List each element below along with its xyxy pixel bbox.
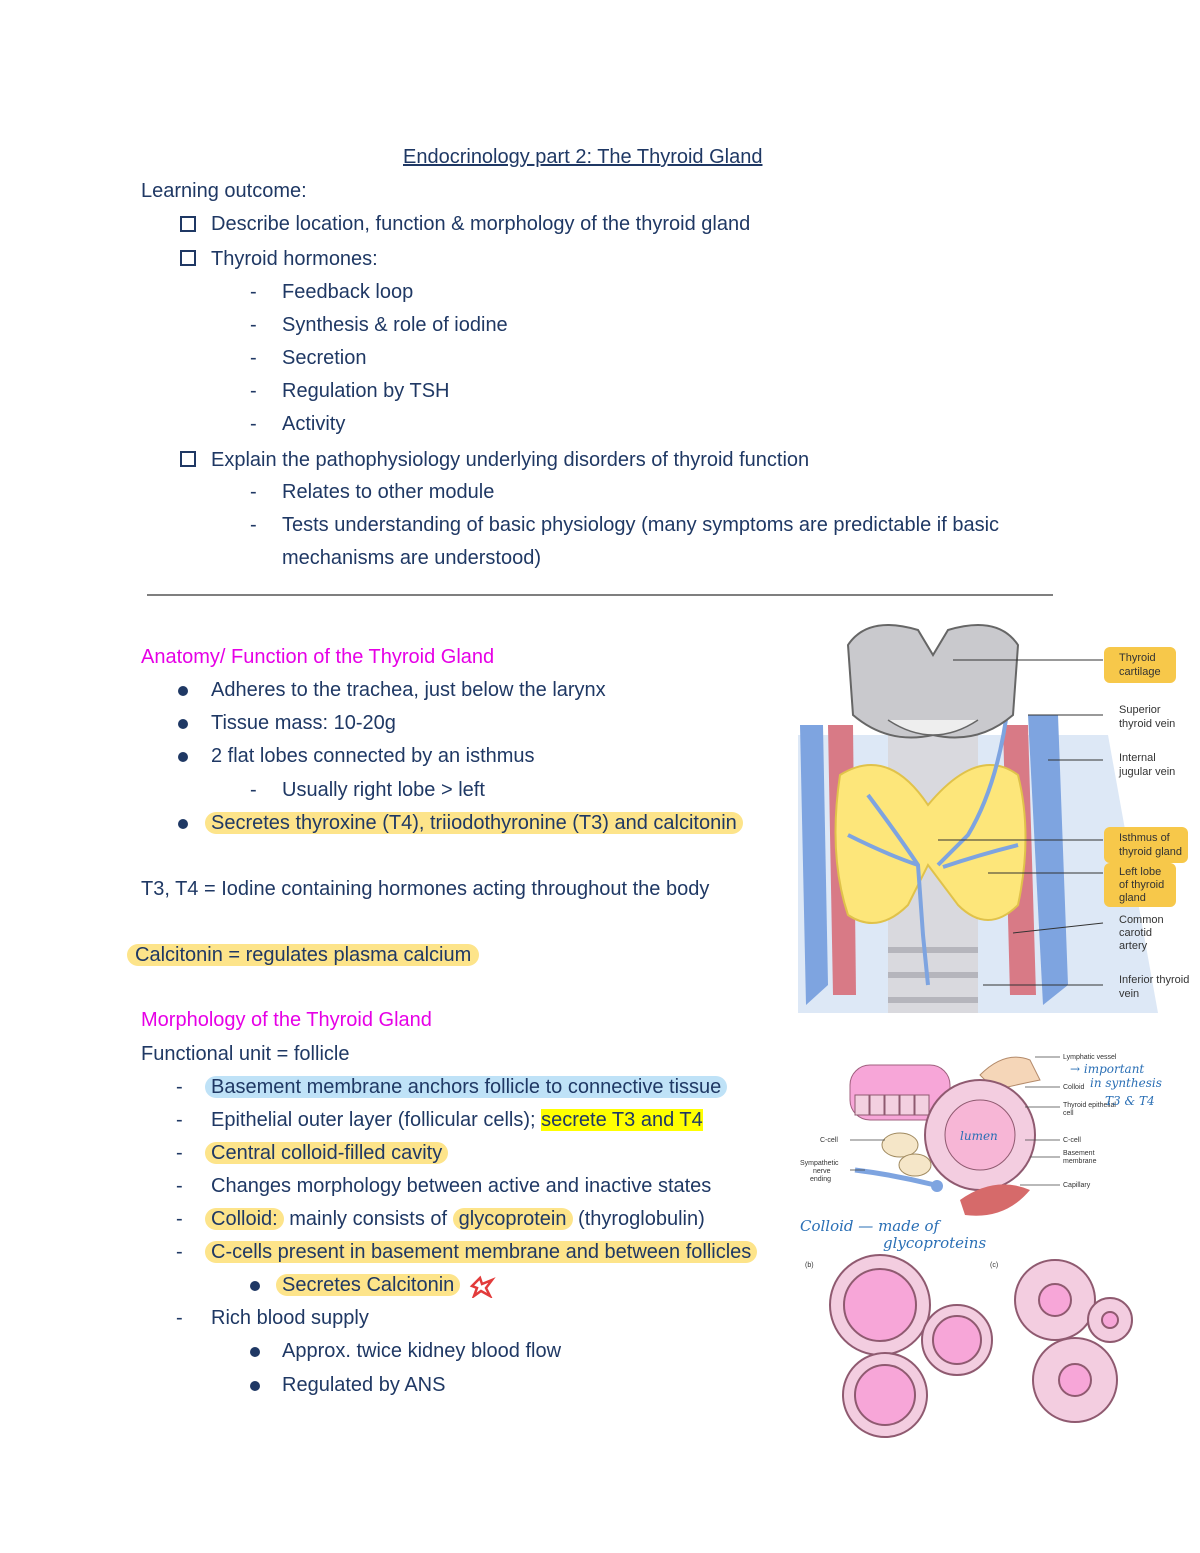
morph-item	[211, 1108, 703, 1132]
hormone-item: Regulation by TSH	[282, 380, 450, 402]
anatomy-bullet: 2 flat lobes connected by an isthmus	[211, 745, 535, 767]
handwritten-note: T3 & T4	[1105, 1094, 1155, 1108]
label-internal-jugular: jugular vein	[1119, 766, 1176, 778]
label-c: (c)	[990, 1262, 999, 1269]
label-sympathetic: Sympathetic	[800, 1160, 839, 1167]
bullet-dot	[178, 819, 188, 829]
label-ccell-right: C-cell	[1063, 1137, 1081, 1144]
label-left-lobe: of thyroid	[1119, 879, 1165, 891]
outcome-item: Explain the pathophysiology underlying disorders of thyroid function	[211, 449, 810, 471]
label-b: (b)	[805, 1262, 814, 1269]
highlight: Central colloid-filled cavity	[205, 1142, 448, 1164]
label-inferior-vein: vein	[1119, 988, 1140, 1000]
label-superior-vein: thyroid vein	[1119, 718, 1176, 730]
outcome-item: Thyroid hormones:	[211, 248, 378, 270]
label-isthmus: Isthmus of	[1119, 832, 1170, 844]
label-isthmus: thyroid gland	[1119, 846, 1182, 858]
dash-bullet: -	[176, 1076, 183, 1098]
anatomy-bullet-highlight	[211, 811, 743, 835]
anatomy-sub: Usually right lobe > left	[282, 779, 485, 801]
dash-bullet: -	[250, 380, 257, 402]
dash-bullet: -	[250, 481, 257, 503]
label-colloid: Colloid	[1063, 1084, 1085, 1091]
dash-bullet: -	[250, 347, 257, 369]
label-epithelial: cell	[1063, 1110, 1074, 1117]
label-thyroid-cartilage: Thyroid	[1119, 652, 1156, 664]
morph-item	[211, 1240, 757, 1264]
morph-item: Changes morphology between active and inactive states	[211, 1175, 712, 1197]
star-icon	[468, 1274, 496, 1298]
patho-item-cont: mechanisms are understood)	[282, 547, 542, 569]
anatomy-heading: Anatomy/ Function of the Thyroid Gland	[141, 646, 495, 668]
morph-item-colloid	[211, 1207, 705, 1231]
label-sympathetic: ending	[810, 1176, 832, 1183]
calcitonin-statement	[135, 943, 479, 967]
checkbox-icon[interactable]	[180, 250, 196, 266]
highlight: C-cells present in basement membrane and between follicles	[205, 1241, 757, 1263]
handwritten-note: → important	[1070, 1062, 1145, 1076]
morph-text: Epithelial outer layer (follicular cells);	[211, 1109, 542, 1131]
label-ccell-left: C-cell	[820, 1137, 838, 1144]
highlight: Secretes thyroxine (T4), triiodothyronine (T3) and calcitonin	[205, 812, 743, 834]
label-left-lobe: Left lobe	[1119, 866, 1162, 878]
dash-bullet: -	[176, 1307, 183, 1329]
anatomy-bullet: Tissue mass: 10-20g	[211, 712, 396, 734]
bullet-dot	[250, 1281, 260, 1291]
highlight: Calcitonin = regulates plasma calcium	[127, 944, 479, 966]
dash-bullet: -	[176, 1109, 183, 1131]
bullet-dot	[178, 686, 188, 696]
dash-bullet: -	[250, 514, 257, 536]
morph-item	[211, 1141, 448, 1165]
functional-unit: Functional unit = follicle	[141, 1043, 350, 1065]
bullet-dot	[178, 719, 188, 729]
handwritten-note: Colloid — made of	[800, 1217, 940, 1235]
label-capillary: Capillary	[1063, 1182, 1091, 1189]
dash-bullet: -	[176, 1175, 183, 1197]
highlight: secrete T3 and T4	[541, 1109, 703, 1131]
dash-bullet: -	[250, 281, 257, 303]
patho-item: Relates to other module	[282, 481, 495, 503]
dash-bullet: -	[250, 413, 257, 435]
label-epithelial: Thyroid epithelial	[1063, 1102, 1116, 1109]
anatomy-bullet: Adheres to the trachea, just below the larynx	[211, 679, 606, 701]
checkbox-icon[interactable]	[180, 216, 196, 232]
patho-item: Tests understanding of basic physiology (many symptoms are predictable if basic	[282, 514, 1000, 536]
ccell-sub	[282, 1273, 460, 1297]
dash-bullet: -	[176, 1241, 183, 1263]
blood-sub: Regulated by ANS	[282, 1374, 446, 1396]
label-basement: membrane	[1063, 1158, 1097, 1165]
bullet-dot	[250, 1381, 260, 1391]
label-inferior-vein: Inferior thyroid	[1119, 974, 1190, 986]
morph-item: Rich blood supply	[211, 1307, 369, 1329]
handwritten-note: glycoproteins	[883, 1234, 987, 1252]
label-lymphatic: Lymphatic vessel	[1063, 1054, 1117, 1061]
dash-bullet: -	[250, 314, 257, 336]
morph-item	[211, 1075, 727, 1099]
morph-text: mainly consists of	[283, 1208, 453, 1230]
follicle-histology-figure	[795, 1045, 1195, 1440]
label-sympathetic: nerve	[813, 1168, 831, 1175]
dash-bullet: -	[250, 779, 257, 801]
handwritten-note: in synthesis	[1090, 1076, 1162, 1090]
label-basement: Basement	[1063, 1150, 1095, 1157]
thyroid-anatomy-figure	[778, 605, 1198, 1013]
hormone-item: Secretion	[282, 347, 367, 369]
morphology-heading: Morphology of the Thyroid Gland	[141, 1009, 432, 1031]
hormone-item: Activity	[282, 413, 346, 435]
label-left-lobe: gland	[1119, 892, 1146, 904]
hormone-item: Synthesis & role of iodine	[282, 314, 508, 336]
t3t4-statement: T3, T4 = Iodine containing hormones acting throughout the body	[141, 878, 710, 900]
highlight: Colloid:	[205, 1208, 284, 1230]
highlight: glycoprotein	[453, 1208, 573, 1230]
page-title: Endocrinology part 2: The Thyroid Gland	[403, 146, 763, 168]
label-carotid: artery	[1119, 940, 1148, 952]
label-thyroid-cartilage: cartilage	[1119, 666, 1161, 678]
blood-sub: Approx. twice kidney blood flow	[282, 1340, 562, 1362]
dash-bullet: -	[176, 1142, 183, 1164]
hormone-item: Feedback loop	[282, 281, 414, 303]
label-carotid: Common	[1119, 914, 1164, 926]
highlight: Basement membrane anchors follicle to connective tissue	[205, 1076, 727, 1098]
learning-outcome-heading: Learning outcome:	[141, 180, 307, 202]
divider	[147, 594, 1053, 596]
lumen-note: lumen	[960, 1129, 998, 1143]
bullet-dot	[178, 752, 188, 762]
label-carotid: carotid	[1119, 927, 1153, 939]
morph-text: (thyroglobulin)	[572, 1208, 705, 1230]
bullet-dot	[250, 1347, 260, 1357]
highlight: Secretes Calcitonin	[276, 1274, 460, 1296]
outcome-item: Describe location, function & morphology of the thyroid gland	[211, 213, 751, 235]
label-superior-vein: Superior	[1119, 704, 1161, 716]
checkbox-icon[interactable]	[180, 451, 196, 467]
dash-bullet: -	[176, 1208, 183, 1230]
label-internal-jugular: Internal	[1119, 752, 1156, 764]
